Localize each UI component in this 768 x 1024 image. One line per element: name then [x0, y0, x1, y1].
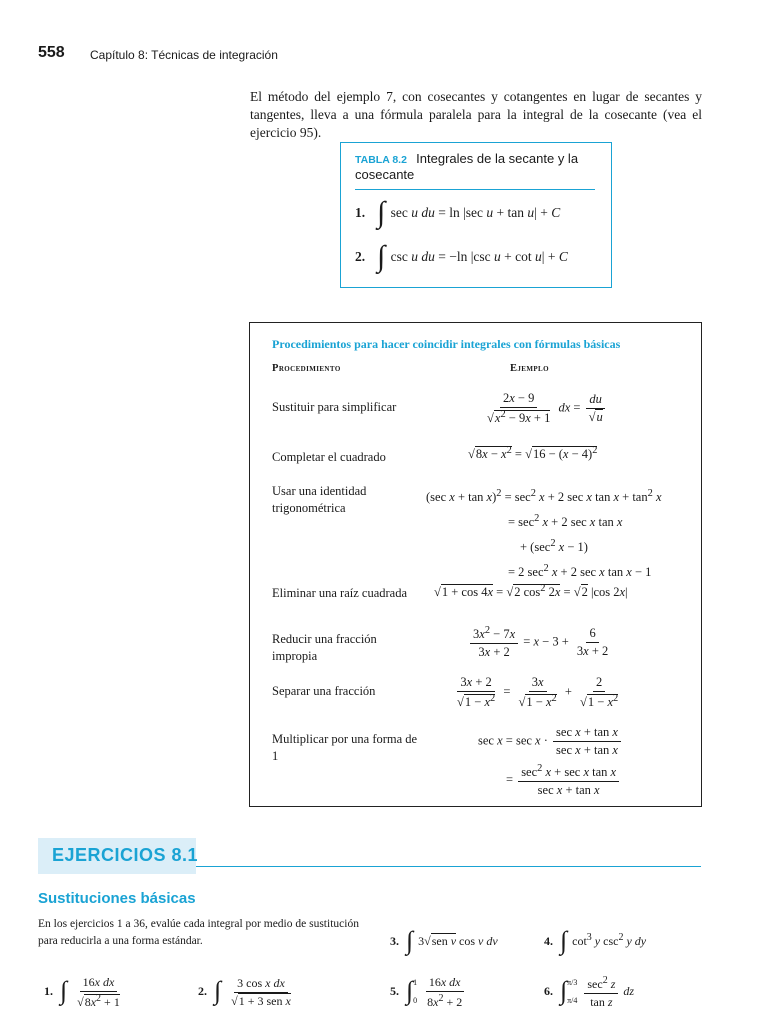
- formula-csc: csc u du = −ln |csc u + cot u| + C: [390, 249, 568, 264]
- subsection-title: Sustituciones básicas: [38, 890, 196, 907]
- example-improper-fraction: $\frac{3x^2 - 7x}{3x + 2}$ = x − 3 + $\frac{6}{3x + 2}$: [468, 625, 613, 660]
- example-complete-square: $√8x - x^2 = √16 - (x - 4)^2$: [468, 445, 598, 462]
- procedures-title: Procedimientos para hacer coincidir integrales con fórmulas básicas: [272, 337, 621, 351]
- table-title: Integrales de la secante y la cosecante: [355, 151, 579, 182]
- example-trig-identity: (sec $x + \tan x)^2 = \sec^2 x + 2$ sec x $\tan x + \tan^2 x$ = $\sec^2 x + 2$ sec x tan x + ($\sec^2$ x − 1) = 2 $\sec^2 x + 2$ sec x tan x − 1: [426, 488, 662, 580]
- integral-sign: ∫: [560, 976, 568, 1005]
- procedure-label: Completar el cuadrado: [272, 450, 386, 464]
- page-number: 558: [38, 44, 65, 61]
- integral-sign: ∫: [560, 926, 568, 955]
- example-multiply-one-result: = $\frac{\sec^2 x + \sec x \tan x}{\text{sec x + tan x}}$: [506, 763, 621, 798]
- exercise-item: 4. ∫ $\cot^3 y$ $\csc^2 y$ dy: [544, 926, 647, 955]
- integral-sign: ∫: [377, 240, 386, 273]
- exercise-number: 1.: [44, 984, 53, 998]
- procedure-label: Multiplicar por una forma de 1: [272, 732, 418, 763]
- integral-sign: ∫: [406, 926, 414, 955]
- column-header-procedure: Procedimiento: [272, 363, 341, 374]
- exercise-item: 1. ∫ $\frac{\text{16x dx}}{√8x^2 + 1}$: [44, 974, 120, 1009]
- exercise-number: 6.: [544, 984, 553, 998]
- table-header: [355, 151, 595, 190]
- column-header-example: Ejemplo: [510, 363, 549, 374]
- procedures-box: [249, 322, 702, 807]
- exercise-item: 5. ∫ 1 0 $\frac{\text{16x dx}}{8x^2 + 2}$: [390, 974, 463, 1009]
- exercise-item: 2. ∫ $\frac{\text{3 cos x dx}}{\text{√1 + 3 sen x}}$: [198, 975, 291, 1008]
- table-row: [355, 191, 561, 229]
- exercise-item: 3. ∫ 3√sen v cos v dv: [390, 926, 498, 955]
- integral-sign: ∫: [214, 976, 222, 1005]
- procedure-label: Separar una fracción: [272, 684, 376, 698]
- procedure-label: Sustituir para simplificar: [272, 400, 397, 414]
- example-square-root: √1 + cos 4x = √2 $\cos^2 2x = √2$ |cos 2x|: [434, 583, 628, 600]
- integral-sign: ∫: [406, 976, 414, 1005]
- exercises-heading: EJERCICIOS 8.1: [52, 845, 199, 865]
- formula-number: 2.: [355, 249, 366, 264]
- running-header: Capítulo 8: Técnicas de integración: [90, 48, 278, 62]
- procedure-label: Reducir una fracción impropia: [272, 632, 377, 663]
- table-row: [355, 235, 568, 273]
- exercise-item: 6. ∫ π/3 π/4 $\frac{\sec^2 z}{\text{tan z}}$ dz: [544, 974, 635, 1009]
- formula-number: 1.: [355, 205, 366, 220]
- example-multiply-one: sec x = sec x · $\frac{\text{sec x + tan x}}{\text{sec x + tan x}}$: [478, 725, 623, 758]
- example-separate-fraction: $\frac{3x + 2}{√1 - x^2}$ = $\frac{3x}{√1 - x^2}$ + $\frac{2}{√1 - x^2}$: [457, 675, 619, 710]
- procedure-label: Usar una identidad trigonométrica: [272, 484, 367, 515]
- procedure-label: Eliminar una raíz cuadrada: [272, 586, 407, 600]
- exercise-number: 4.: [544, 934, 553, 948]
- example-substitution: $\frac{2x - 9}{√x^2 - 9x + 1}$ dx = $\frac{du}{√u}$: [482, 391, 608, 426]
- table-8-2: [340, 142, 612, 288]
- exercise-number: 2.: [198, 984, 207, 998]
- formula-sec: sec u du = ln |sec u + tan u| + C: [390, 205, 561, 220]
- exercise-number: 5.: [390, 984, 399, 998]
- exercise-number: 3.: [390, 934, 399, 948]
- divider: [196, 866, 701, 867]
- table-tag: TABLA 8.2: [355, 154, 407, 166]
- exercise-instructions: En los ejercicios 1 a 36, evalúe cada integral por medio de sustitución para reducirla a una forma estándar.: [38, 918, 359, 947]
- intro-paragraph: El método del ejemplo 7, con cosecantes y cotangentes en lugar de secantes y tangentes, lleva a una fórmula paralela para la integral de la cosecante (vea el ejercicio 95).: [250, 89, 702, 140]
- integral-sign: ∫: [377, 196, 386, 229]
- integral-sign: ∫: [60, 976, 68, 1005]
